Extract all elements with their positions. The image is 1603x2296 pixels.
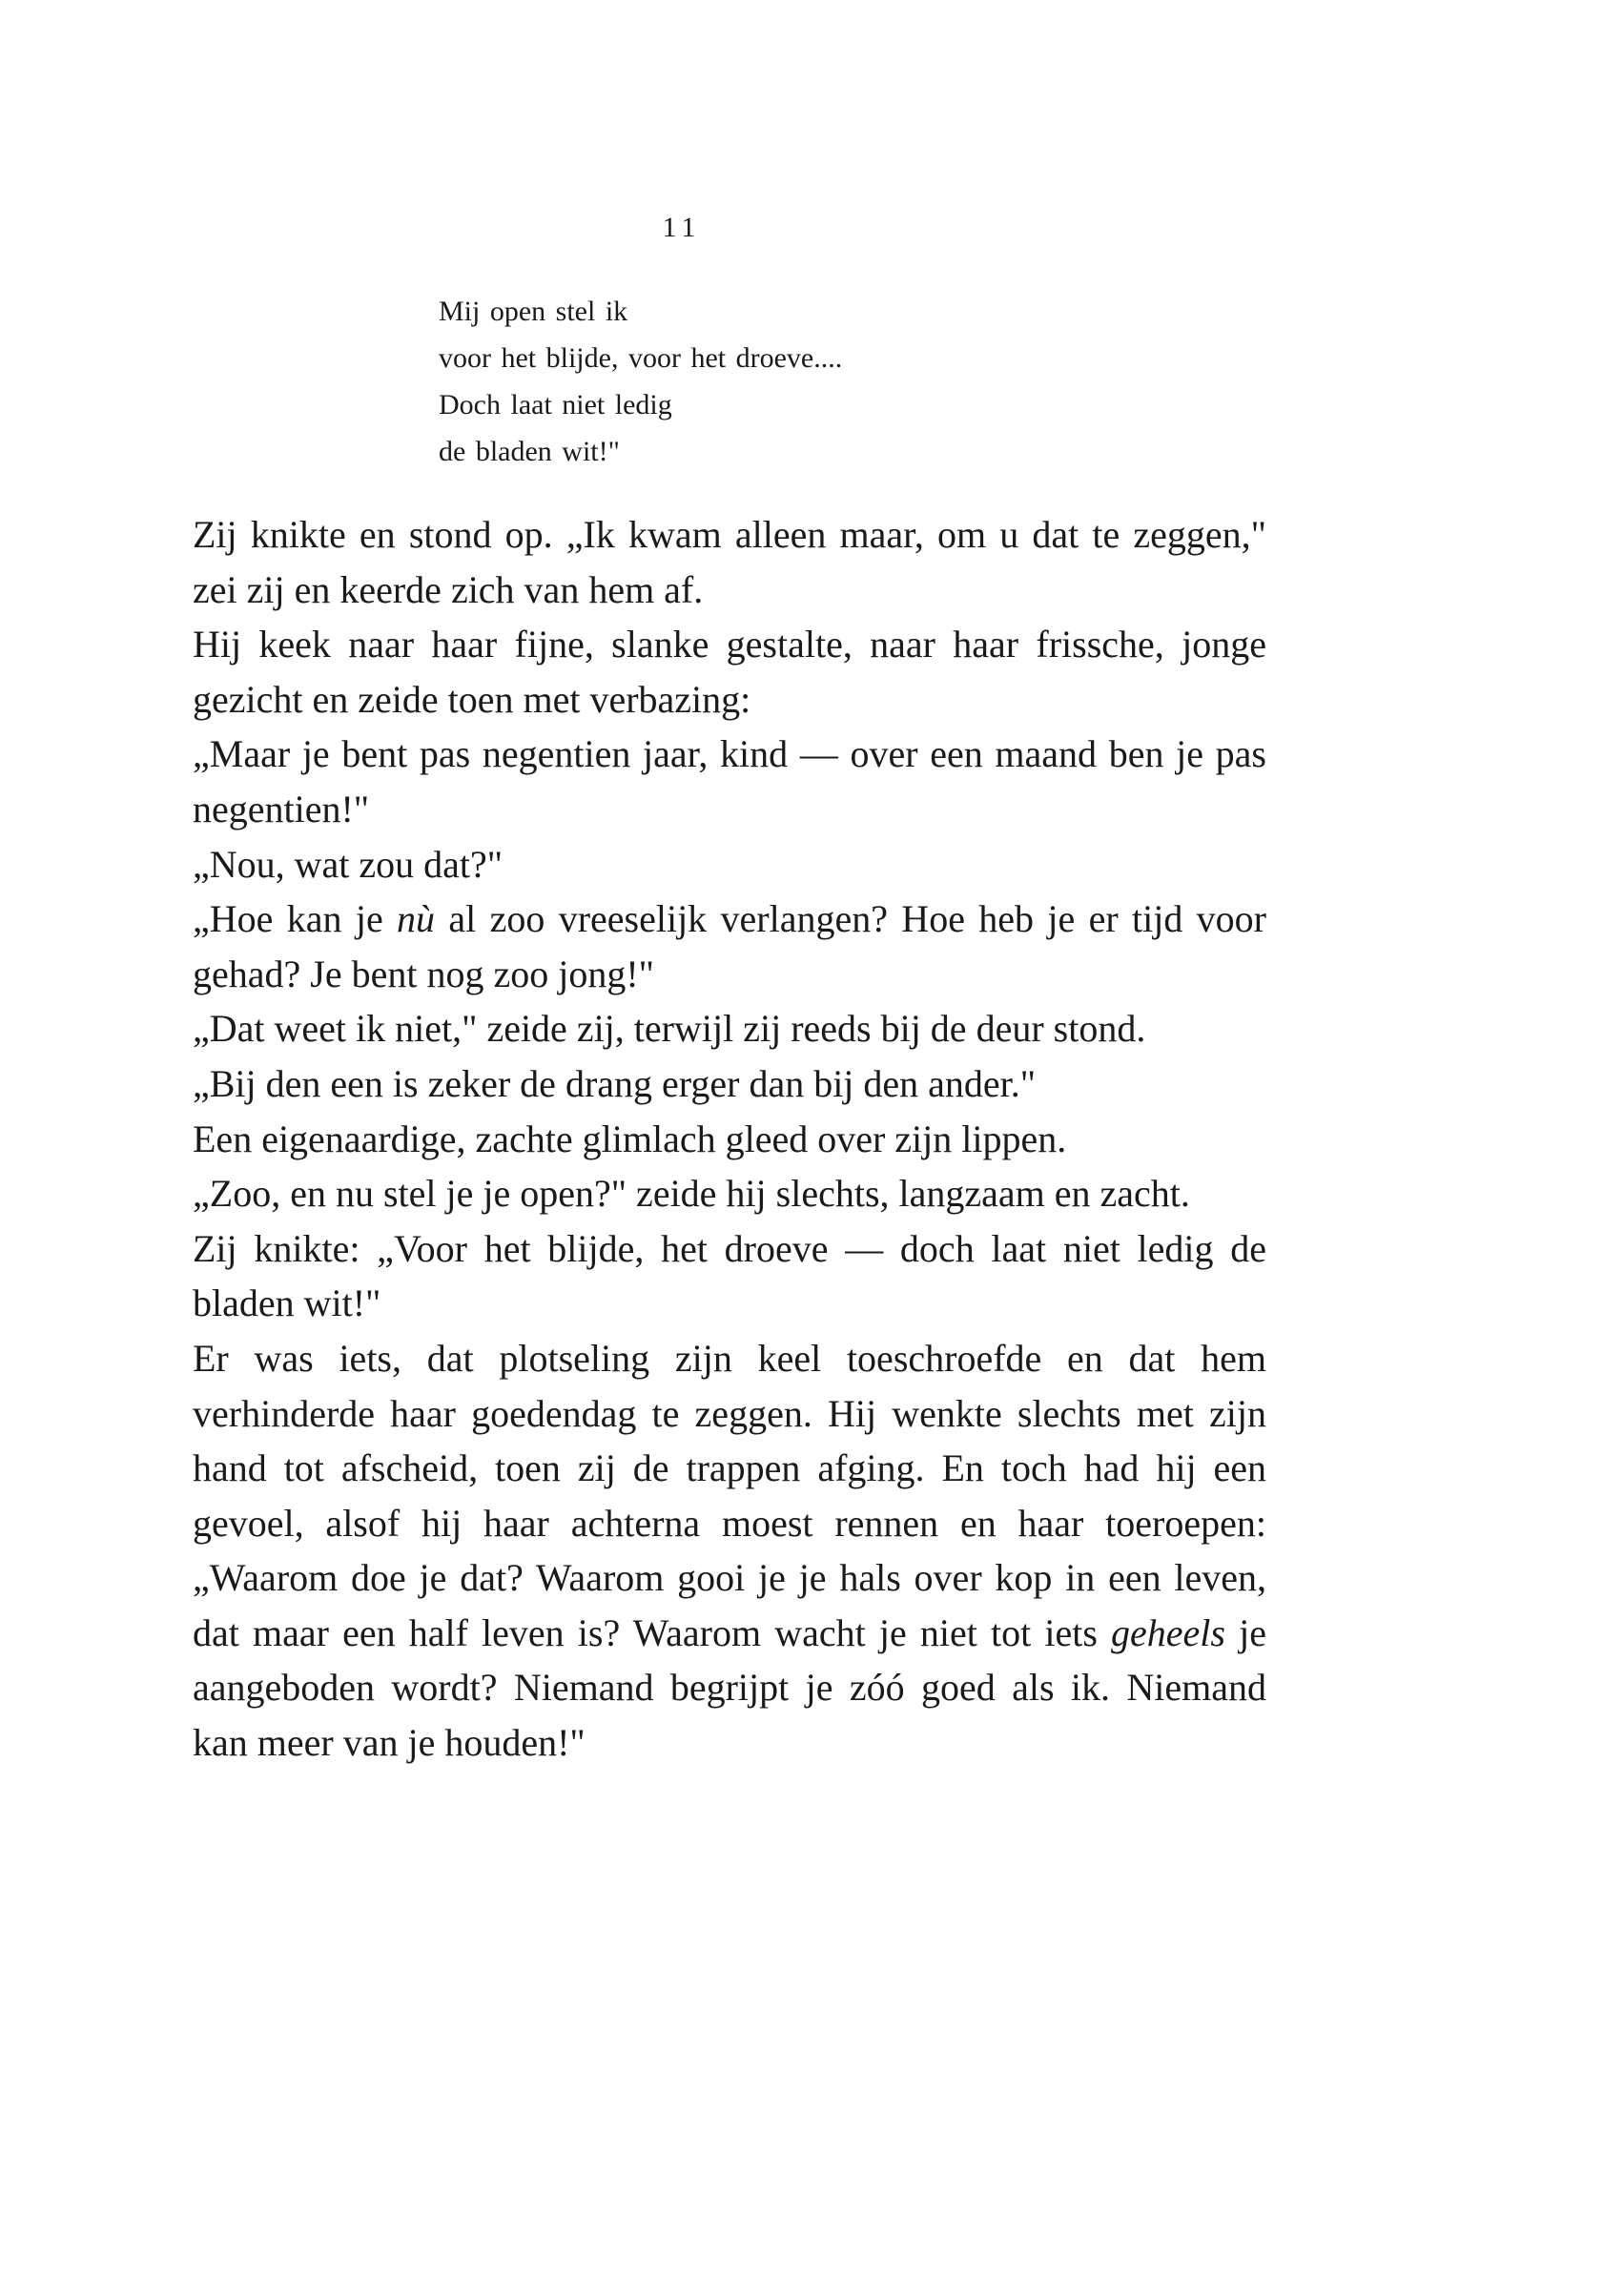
paragraph: „Bij den een is zeker de drang erger dan bij den ander." xyxy=(193,1061,1037,1105)
emphasized-word: nù xyxy=(397,897,436,941)
poem-stanza xyxy=(439,288,1106,475)
page-number: 11 xyxy=(662,212,702,243)
poem-line: de bladen wit!" xyxy=(439,436,620,467)
paragraph: Zij knikte: „Voor het blijde, het droeve — doch laat niet ledig de bladen wit!" xyxy=(193,1226,1266,1325)
paragraph: Zij knikte en stond op. „Ik kwam alleen maar, om u dat te zeggen," zei zij en keerde zich van hem af. xyxy=(193,513,1266,611)
emphasized-word: geheels xyxy=(1111,1610,1225,1654)
paragraph xyxy=(149,892,1266,1001)
paragraph: Een eigenaardige, zachte glimlach gleed over zijn lippen. xyxy=(193,1117,1067,1160)
poem-line: Mij open stel ik xyxy=(439,296,628,327)
paragraph: „Zoo, en nu stel je je open?" zeide hij slechts, langzaam en zacht. xyxy=(193,1172,1190,1216)
paragraph: „Dat weet ik niet," zeide zij, terwijl zij reeds bij de deur stond. xyxy=(193,1007,1146,1051)
paragraph-text: je aangeboden wordt? Niemand begrijpt je zóó goed als ik. Niemand kan meer van je houden!" xyxy=(193,1610,1266,1765)
body-text xyxy=(149,507,1266,1771)
paragraph xyxy=(149,1331,1266,1771)
paragraph-text: „Hoe kan je xyxy=(193,897,398,941)
paragraph: „Nou, wat zou dat?" xyxy=(193,842,504,886)
paragraph-text: al zoo vreeselijk verlangen? Hoe heb je er tijd voor gehad? Je bent nog zoo jong!" xyxy=(193,897,1267,995)
poem-line: voor het blijde, voor het droeve.... xyxy=(439,342,843,374)
paragraph-text: Er was iets, dat plotseling zijn keel toeschroefde en dat hem verhinderde haar goedendag te zeggen. Hij wenkte slechts met zijn hand tot afscheid, toen zij de trappen afging. En toch had hij een gevoel, alsof hij haar achterna moest rennen en haar toeroepen: „Waarom doe je dat? Waarom gooi je je hals over kop in een leven, dat maar een half leven is? Waarom wacht je niet tot iets xyxy=(193,1336,1266,1654)
paragraph: Hij keek naar haar fijne, slanke gestalte, naar haar frissche, jonge gezicht en zeide toen met verbazing: xyxy=(193,623,1266,721)
paragraph: „Maar je bent pas negentien jaar, kind — over een maand ben je pas negentien!" xyxy=(193,732,1266,830)
poem-line: Doch laat niet ledig xyxy=(439,389,672,420)
